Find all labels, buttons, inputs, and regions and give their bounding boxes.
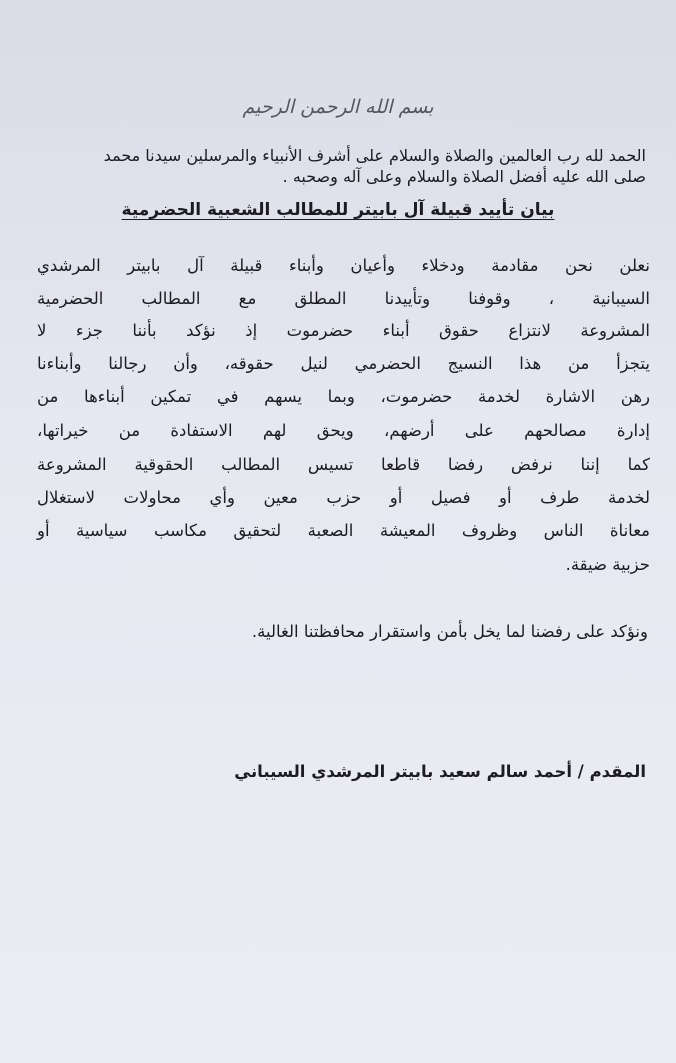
signature: المقدم / أحمد سالم سعيد بابيتر المرشدي السيباني (234, 762, 646, 781)
body-line: كما إننا نرفض رفضا قاطعا تسيس المطالب الحقوقية المشروعة (37, 455, 650, 474)
body-last-line: حزبية ضيقة. (565, 555, 650, 574)
body-line: السيبانية ، وقوفنا وتأييدنا المطلق مع المطالب الحضرمية (37, 289, 650, 308)
body-line: إدارة مصالحهم على أرضهم، ويحق لهم الاستفادة من خيراتها، (37, 421, 650, 440)
document-title (0, 200, 676, 220)
intro-line-1: الحمد لله رب العالمين والصلاة والسلام على أشرف الأنبياء والمرسلين سيدنا محمد (103, 146, 646, 165)
intro-line-2: صلى الله عليه أفضل الصلاة والسلام وعلى آله وصحبه . (282, 167, 646, 186)
body-line: رهن الاشارة لخدمة حضرموت، وبما يسهم في تمكين أبناءها من (37, 387, 650, 406)
body-line: لخدمة طرف أو فصيل أو حزب معين وأي محاولات لاستغلال (37, 488, 650, 507)
basmala: بسم الله الرحمن الرحيم (242, 96, 434, 118)
body-line: معاناة الناس وظروف المعيشة الصعبة لتحقيق مكاسب سياسية أو (37, 521, 650, 540)
body-line: نعلن نحن مقادمة ودخلاء وأعيان وأبناء قبيلة آل بابيتر المرشدي (37, 256, 650, 275)
body-line: المشروعة لانتزاع حقوق أبناء حضرموت إذ نؤكد بأننا جزء لا (37, 321, 650, 340)
title-text: بيان تأييد قبيلة آل بابيتر للمطالب الشعبية الحضرمية (121, 200, 555, 220)
body-line: يتجزأ من هذا النسيج الحضرمي لنيل حقوقه، وأن رجالنا وأبناءنا (37, 354, 650, 373)
closing-line: ونؤكد على رفضنا لما يخل بأمن واستقرار محافظتنا الغالية. (251, 622, 648, 641)
